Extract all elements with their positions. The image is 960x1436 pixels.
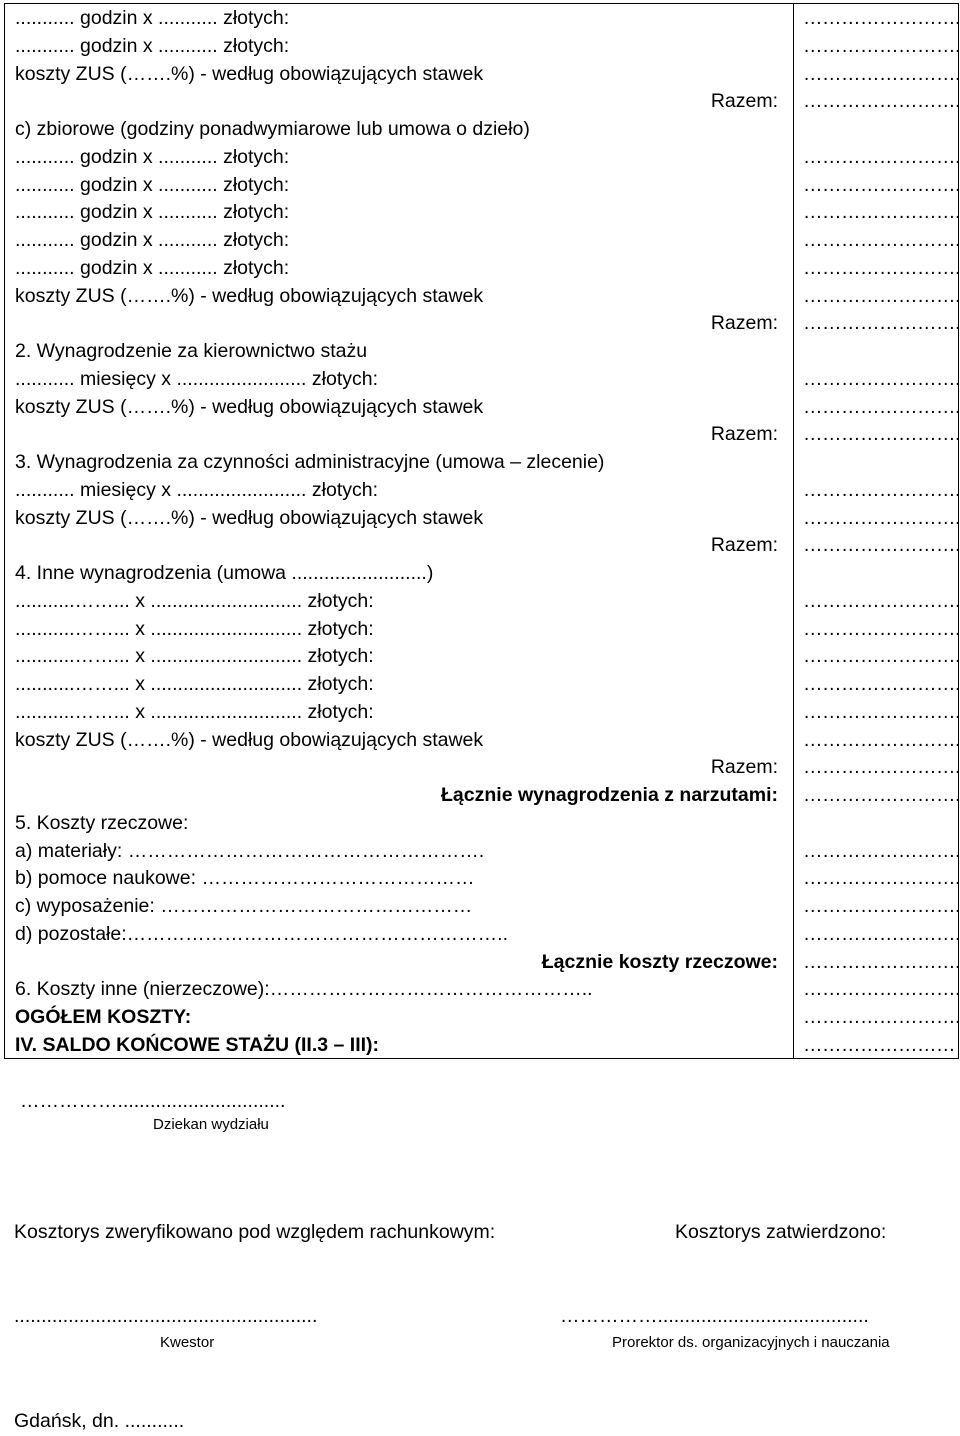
row-amount-field: …………………….: [803, 312, 960, 335]
row-amount-field: …………………….: [803, 367, 960, 390]
form-row: [5, 782, 958, 810]
dean-label: Dziekan wydziału: [153, 1116, 269, 1133]
row-amount-field: …………………….: [803, 589, 960, 612]
prorector-signature-line: …………….......................................: [560, 1305, 869, 1327]
form-row: [5, 255, 958, 283]
row-label: ........... miesięcy x ........................ złotych:: [15, 478, 378, 501]
form-row: [5, 61, 958, 89]
form-row: [5, 227, 958, 255]
row-amount-field: …………………….: [803, 395, 960, 418]
row-label: 3. Wynagrodzenia za czynności administracyjne (umowa – zlecenie): [15, 451, 605, 473]
form-row: [5, 88, 958, 116]
row-amount-field: …………………….: [803, 922, 960, 945]
row-total-label: Łącznie wynagrodzenia z narzutami:: [441, 784, 778, 806]
row-label: OGÓŁEM KOSZTY:: [15, 1006, 192, 1028]
verified-statement: Kosztorys zweryfikowano pod względem rachunkowym:: [14, 1221, 496, 1243]
form-row: [5, 921, 958, 949]
row-label: koszty ZUS (…….%) - według obowiązujących stawek: [15, 395, 484, 418]
row-amount-field: …………………….: [803, 673, 960, 695]
form-row: [5, 310, 958, 338]
row-amount-field: …………………….: [803, 256, 960, 279]
row-label: ........... godzin x ........... złotych:: [15, 7, 290, 29]
form-row: [5, 144, 958, 172]
form-row: [5, 477, 958, 505]
row-amount-field: …………………….: [803, 7, 960, 29]
form-row: [5, 532, 958, 560]
dean-signature-line: ……………...............................: [20, 1090, 286, 1112]
row-label: ........... miesięcy x ........................ złotych:: [15, 367, 378, 390]
row-amount-field: …………………….: [803, 423, 960, 446]
row-amount-field: …………………….: [803, 90, 960, 113]
row-total-label: Razem:: [710, 534, 778, 557]
quaestor-label: Kwestor: [160, 1334, 215, 1351]
row-label: ...........……... x ............................ złotych:: [15, 645, 374, 668]
row-amount-field: …………………….: [803, 700, 960, 723]
form-row: [5, 449, 958, 477]
form-row: [5, 588, 958, 616]
row-amount-field: …………………….: [803, 756, 960, 779]
row-label: ........... godzin x ........... złotych:: [15, 173, 290, 196]
row-amount-field: …………………….: [803, 534, 960, 557]
form-row: [5, 810, 958, 838]
form-row: [5, 199, 958, 227]
row-label: 4. Inne wynagrodzenia (umowa .........................): [15, 562, 434, 584]
row-label: koszty ZUS (…….%) - według obowiązujących stawek: [15, 62, 484, 85]
row-label: a) materiały: ……………………………………………….: [15, 839, 485, 862]
form-row: [5, 893, 958, 921]
row-label: koszty ZUS (…….%) - według obowiązujących stawek: [15, 728, 484, 751]
row-label: ...........……... x ............................ złotych:: [15, 673, 374, 695]
row-amount-field: …………………….: [803, 229, 960, 251]
form-row: [5, 949, 958, 977]
form-row: [5, 643, 958, 671]
row-label: 5. Koszty rzeczowe:: [15, 811, 189, 834]
row-amount-field: …………………….: [803, 728, 960, 751]
row-amount-field: …………………….: [803, 506, 960, 529]
row-amount-field: ……………………: [803, 1033, 955, 1056]
row-label: ........... godzin x ........... złotych:: [15, 34, 290, 57]
row-label: ...........……... x ............................ złotych:: [15, 589, 374, 612]
form-row: [5, 338, 958, 366]
row-label: 2. Wynagrodzenie za kierownictwo stażu: [15, 340, 368, 362]
place-and-date: Gdańsk, dn. ...........: [14, 1410, 185, 1432]
approved-statement: Kosztorys zatwierdzono:: [675, 1221, 887, 1243]
row-label: ........... godzin x ........... złotych:: [15, 229, 290, 251]
cost-estimate-table: [4, 3, 959, 1059]
form-row: [5, 671, 958, 699]
row-total-label: Łącznie koszty rzeczowe:: [541, 950, 778, 973]
form-row: [5, 116, 958, 144]
row-total-label: Razem:: [710, 312, 778, 335]
row-label: koszty ZUS (…….%) - według obowiązujących stawek: [15, 284, 484, 307]
form-row: [5, 838, 958, 866]
form-row: [5, 699, 958, 727]
form-row: [5, 1032, 958, 1060]
form-row: [5, 394, 958, 422]
row-label: ........... godzin x ........... złotych:: [15, 201, 290, 224]
row-amount-field: …………………….: [803, 950, 960, 973]
form-row: [5, 366, 958, 394]
form-row: [5, 33, 958, 61]
form-row: [5, 865, 958, 893]
row-amount-field: …………………….: [803, 284, 960, 307]
quaestor-signature-line: ........................................................: [14, 1305, 318, 1327]
prorector-label: Prorektor ds. organizacyjnych i nauczania: [612, 1334, 890, 1351]
form-row: [5, 616, 958, 644]
row-label: c) zbiorowe (godziny ponadwymiarowe lub umowa o dzieło): [15, 118, 530, 140]
row-total-label: Razem:: [710, 756, 778, 779]
row-amount-field: …………………….: [803, 62, 960, 85]
row-amount-field: …………………….: [803, 978, 960, 1001]
row-total-label: Razem:: [710, 423, 778, 446]
row-label: c) wyposażenie: …………………………………………: [15, 895, 473, 917]
row-amount-field: …………………….: [803, 617, 960, 640]
row-label: ...........……... x ............................ złotych:: [15, 617, 374, 640]
row-amount-field: …………………….: [803, 867, 960, 890]
row-amount-field: …………………….: [803, 895, 960, 917]
row-amount-field: …………………….: [803, 1006, 960, 1028]
form-row: [5, 283, 958, 311]
row-label: b) pomoce naukowe: ……………………………………: [15, 867, 475, 890]
row-amount-field: …………………….: [803, 173, 960, 196]
form-row: [5, 560, 958, 588]
row-amount-field: …………………….: [803, 34, 960, 57]
row-label: ........... godzin x ........... złotych:: [15, 145, 290, 168]
row-label: d) pozostałe:…………………………………………………..: [15, 922, 508, 945]
row-label: ...........……... x ............................ złotych:: [15, 700, 374, 723]
row-amount-field: …………………….: [803, 201, 960, 224]
row-amount-field: …………………….: [803, 645, 960, 668]
row-amount-field: …………………….: [803, 145, 960, 168]
form-row: [5, 1004, 958, 1032]
row-amount-field: …………………….: [803, 784, 960, 806]
form-row: [5, 5, 958, 33]
row-label: 6. Koszty inne (nierzeczowe):…………………………………………..: [15, 978, 593, 1001]
row-amount-field: …………………….: [803, 478, 960, 501]
form-row: [5, 421, 958, 449]
form-row: [5, 754, 958, 782]
row-label: koszty ZUS (…….%) - według obowiązujących stawek: [15, 506, 484, 529]
row-amount-field: …………………….: [803, 839, 960, 862]
row-label: IV. SALDO KOŃCOWE STAŻU (II.3 – III):: [15, 1033, 380, 1056]
row-label: ........... godzin x ........... złotych:: [15, 256, 290, 279]
form-row: [5, 727, 958, 755]
row-total-label: Razem:: [710, 90, 778, 113]
form-row: [5, 976, 958, 1004]
form-row: [5, 505, 958, 533]
form-row: [5, 172, 958, 200]
